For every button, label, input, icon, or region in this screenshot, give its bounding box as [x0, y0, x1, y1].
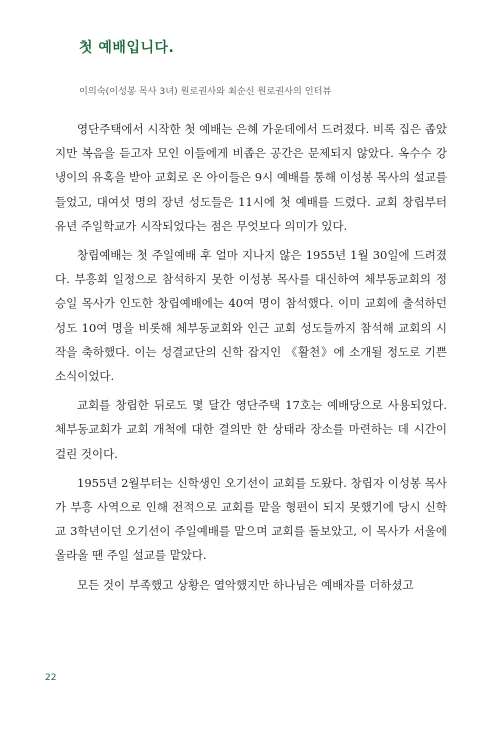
body-text	[55, 117, 447, 602]
chapter-subtitle: 이의숙(이성봉 목사 3녀) 원로권사와 최순신 원로권사의 인터뷰	[79, 86, 332, 97]
paragraph: 창립예배는 첫 주일예배 후 얼마 지나지 않은 1955년 1월 30일에 드려졌다. 부흥회 일정으로 참석하지 못한 이성봉 목사를 대신하여 체부동교회의 정승일 목사가 인도한 창립예배에는 40여 명이 참석했다. 이미 교회에 출석하던 성도 10여 명을 비롯해 체부동교회와 인근 교회 성도들까지 참석해 교회의 시작을 축하했다. 이는 성결교단의 신학 잡지인 《활천》에 소개될 정도로 기쁜 소식이었다.	[55, 248, 447, 384]
paragraph: 모든 것이 부족했고 상황은 열악했지만 하나님은 예배자를 더하셨고	[77, 577, 414, 592]
page-number: 22	[45, 673, 57, 683]
chapter-title: 첫 예배입니다.	[79, 40, 175, 56]
paragraph: 영단주택에서 시작한 첫 예배는 은혜 가운데에서 드려졌다. 비록 집은 좁았지만 복음을 듣고자 모인 이들에게 비좁은 공간은 문제되지 않았다. 옥수수 강냉이의 유혹을 받아 교회로 온 아이들은 9시 예배를 통해 이성봉 목사의 설교를 들었고, 대여섯 명의 장년 성도들은 11시에 첫 예배를 드렸다. 교회 창립부터 유년 주일학교가 시작되었다는 점은 무엇보다 의미가 있다.	[55, 122, 447, 233]
paragraph: 교회를 창립한 뒤로도 몇 달간 영단주택 17호는 예배당으로 사용되었다. 체부동교회가 교회 개척에 대한 결의만 한 상태라 장소를 마련하는 데 시간이 걸린 것이다.	[55, 398, 447, 461]
paragraph: 1955년 2월부터는 신학생인 오기선이 교회를 도왔다. 창립자 이성봉 목사가 부흥 사역으로 인해 전적으로 교회를 맡을 형편이 되지 못했기에 당시 신학교 3학년이던 오기선이 주일예배를 맡으며 교회를 돌보았고, 이 목사가 서울에 올라올 땐 주일 설교를 맡았다.	[55, 475, 447, 563]
